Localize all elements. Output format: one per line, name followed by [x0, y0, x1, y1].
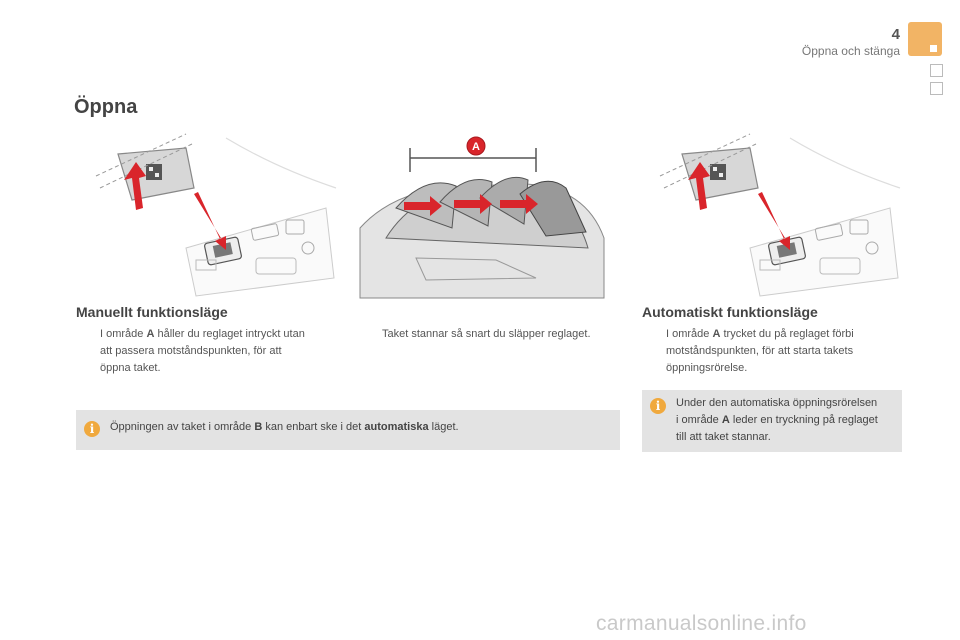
manual-bullet-text: I område	[100, 328, 147, 340]
auto-bullet-zone: A	[712, 328, 721, 340]
info-note-text: Öppningen av taket i område B kan enbart ske i det automatiska läget.	[110, 421, 459, 433]
chapter-tab-marker	[930, 45, 937, 52]
figure-switch-manual	[76, 128, 338, 300]
chapter-box-2	[930, 82, 943, 95]
manual-bullet-text: öppna taket.	[100, 362, 161, 374]
watermark: carmanualsonline.info	[596, 612, 807, 635]
figure-roof-opening	[356, 128, 606, 300]
figure-switch-automatic	[640, 128, 902, 300]
page-title: Öppna	[74, 96, 138, 118]
auto-mode-bullet	[642, 326, 902, 378]
release-stop-text: Taket stannar så snart du släpper reglaget.	[382, 328, 591, 340]
manual-bullet-zone: A	[146, 328, 155, 340]
info-note-stop-text: Under den automatiska öppningsrörelsen i område A leder en tryckning på reglaget till att taket stannar.	[676, 397, 878, 443]
manual-bullet-text: att passera motståndspunkten, för att	[100, 345, 282, 357]
auto-bullet-text: motståndspunkten, för att starta takets	[666, 345, 854, 357]
chapter-box-1	[930, 64, 943, 77]
manual-bullet-text: håller du reglaget intryckt utan	[154, 328, 305, 340]
page-number: 4	[891, 26, 900, 43]
manual-mode-title: Manuellt funktionsläge	[76, 304, 228, 320]
auto-bullet-text: I område	[666, 328, 713, 340]
figure-label-a: A	[472, 141, 480, 153]
auto-bullet-text: trycket du på reglaget förbi	[720, 328, 854, 340]
auto-bullet-text: öppningsrörelse.	[666, 362, 748, 374]
manual-mode-bullet	[76, 326, 346, 378]
release-stop-bullet	[360, 326, 630, 346]
info-note-zone-b	[76, 410, 620, 450]
auto-mode-title: Automatiskt funktionsläge	[642, 304, 818, 320]
info-note-stop	[642, 390, 902, 452]
info-icon: i	[650, 398, 666, 414]
section-title: Öppna och stänga	[801, 44, 900, 58]
info-icon: i	[84, 421, 100, 437]
